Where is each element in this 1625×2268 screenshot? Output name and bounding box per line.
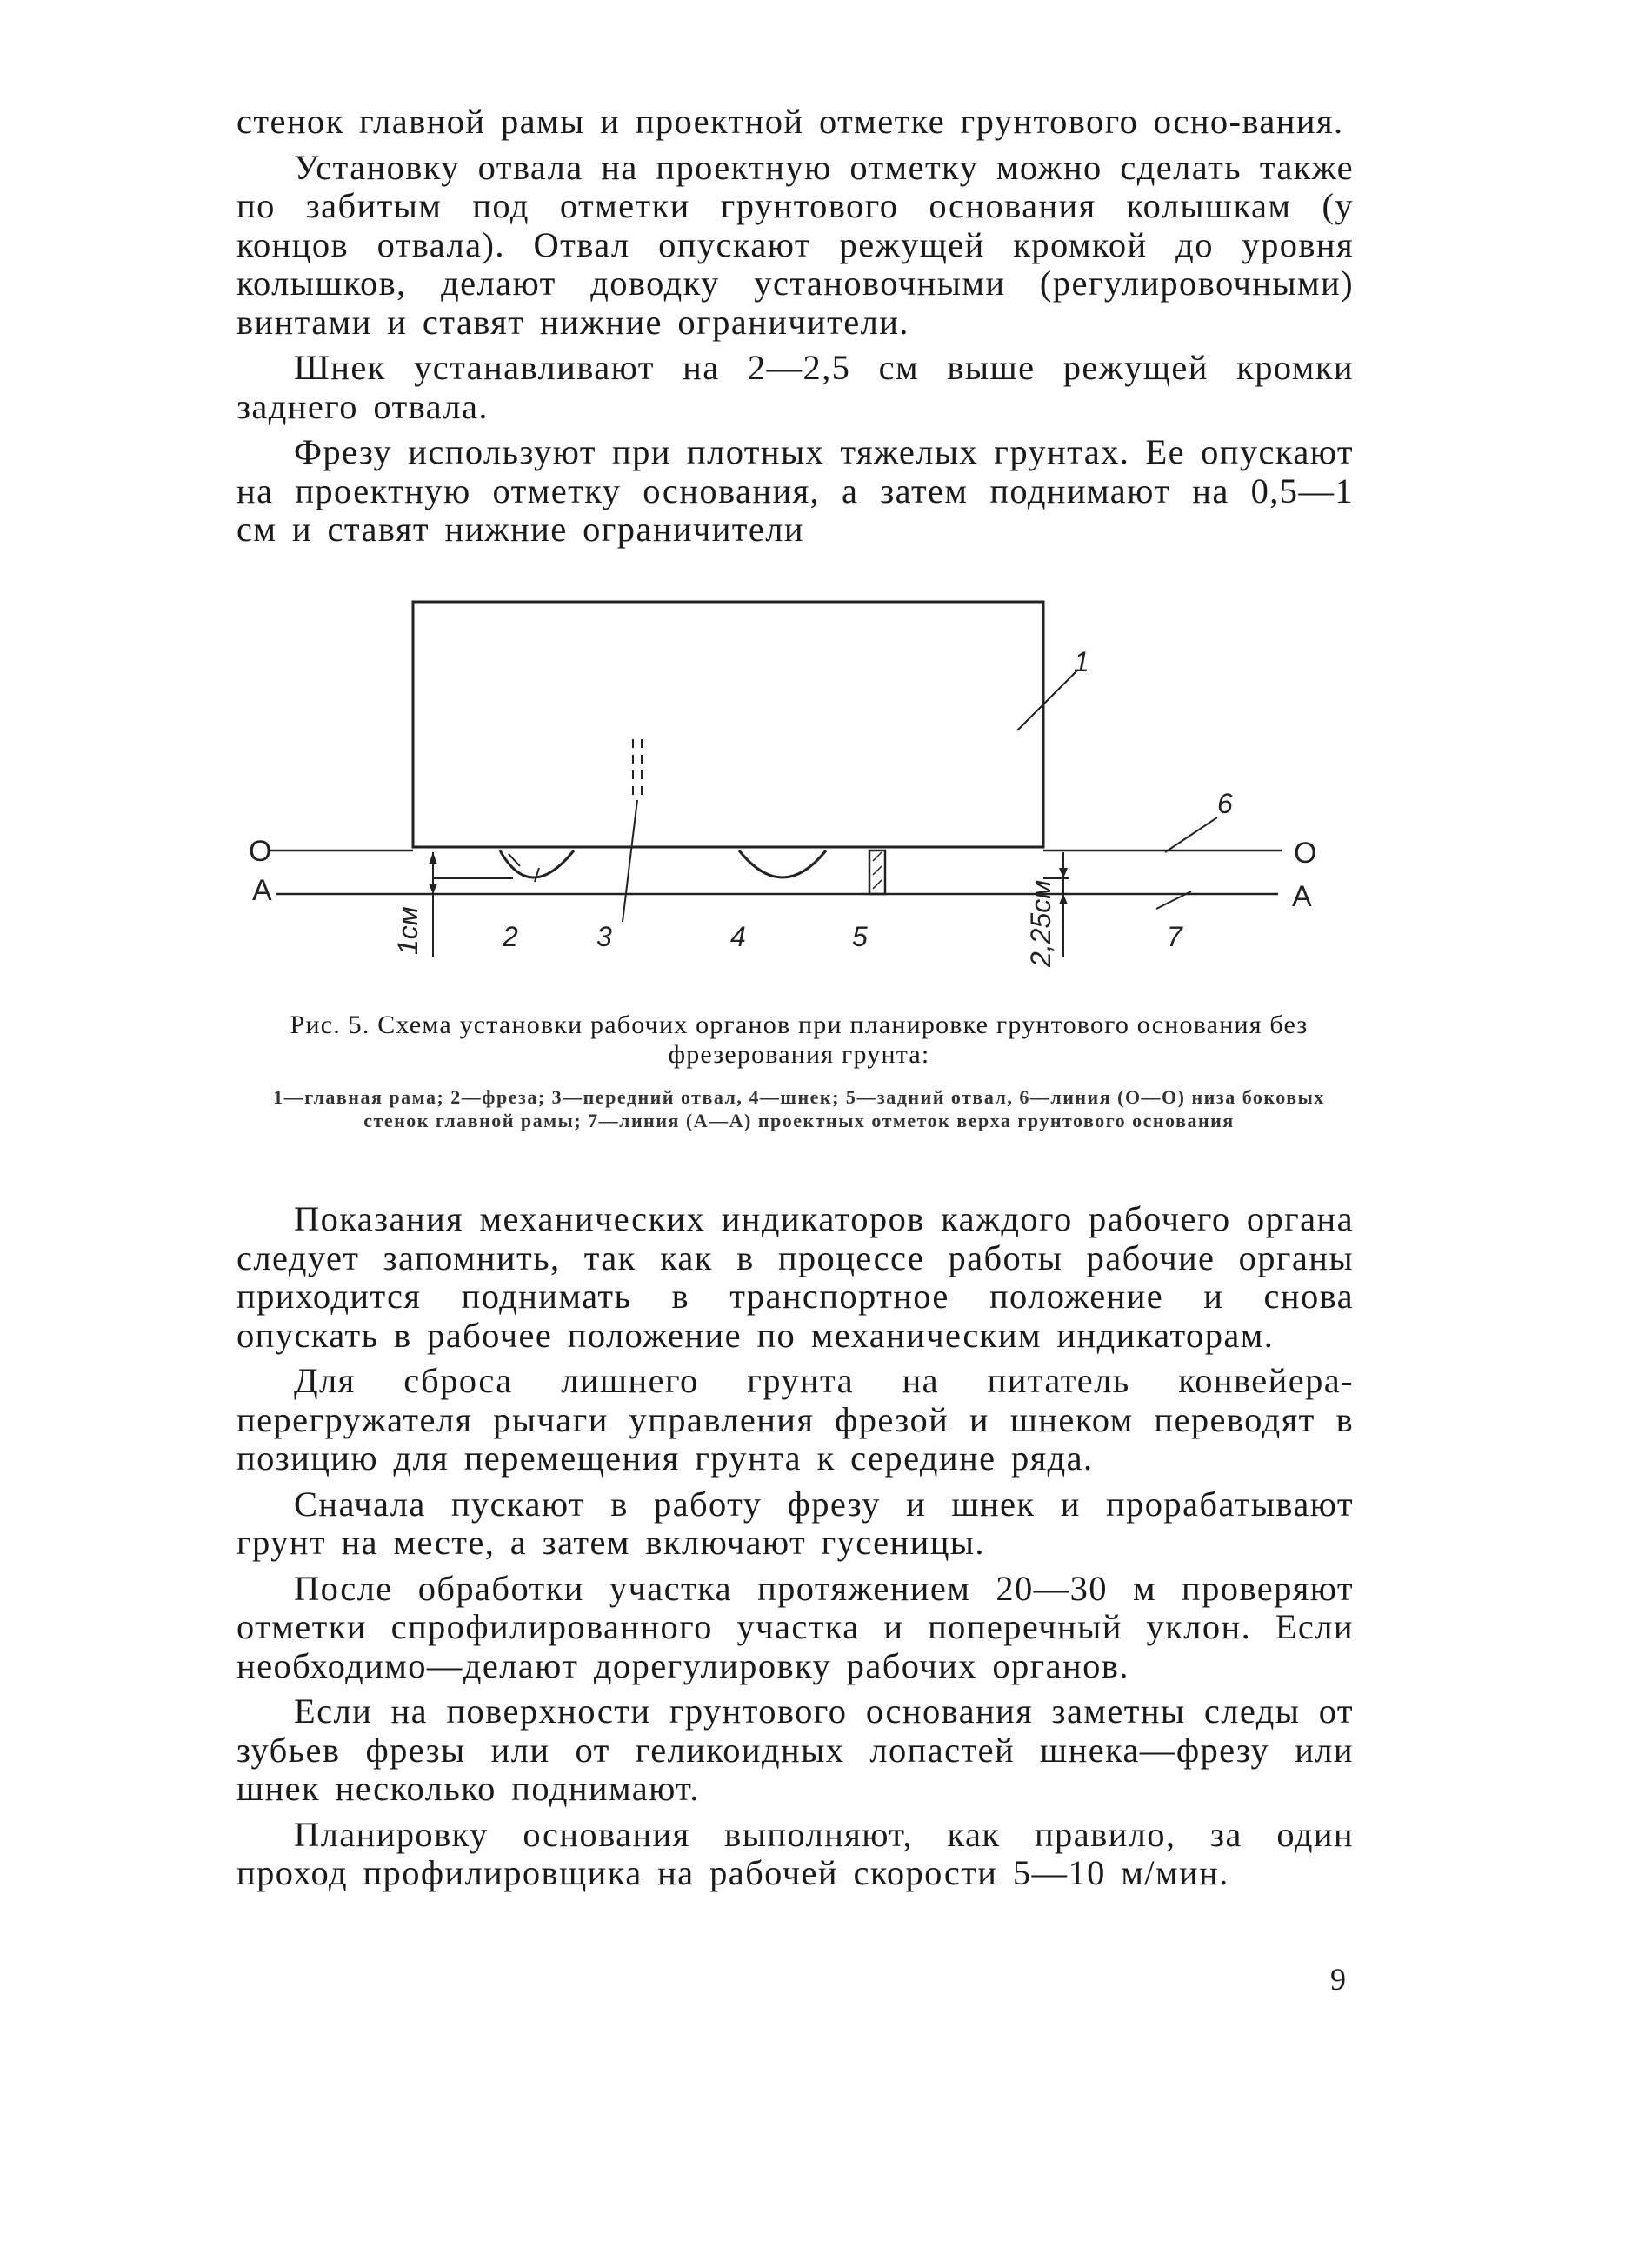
page-number: 9	[1330, 1962, 1347, 1997]
dimension-right-label: 2,25см	[1025, 879, 1056, 967]
label-7: 7	[1167, 921, 1182, 952]
paragraph-start-work: Сначала пускают в работу фрезу и шнек и прорабатывают грунт на месте, а затем включают гусеницы.	[236, 1484, 1354, 1562]
label-5: 5	[852, 921, 868, 952]
paragraph-surface-traces: Если на поверхности грунтового основания заметны следы от зубьев фрезы или от геликоидных лопастей шнека—фрезу или шнек несколько поднимают.	[236, 1691, 1354, 1808]
paragraph-check-section: После обработки участка протяжением 20—30 м проверяют отметки спрофилированного участка и поперечный уклон. Если необходимо—делают дорегулировку рабочих органов.	[236, 1568, 1354, 1685]
paragraph-blade-setup: Установку отвала на проектную отметку можно сделать также по забитым под отметки грунтового основания колышкам (у концов отвала). Отвал опускают режущей кромкой до уровня колышков, делают доводку установочными (регулировочными) винтами и ставят нижние ограничители.	[236, 147, 1354, 342]
figure-legend: 1—главная рама; 2—фреза; 3—передний отвал, 4—шнек; 5—задний отвал, 6—линия (О—О) низа боковых стенок главной рамы; 7—линия (А—А) проектных отметок верха грунтового основания	[273, 1086, 1325, 1131]
label-1: 1	[1074, 646, 1089, 677]
paragraph-indicators: Показания механических индикаторов каждого рабочего органа следует запомнить, так как в процессе работы рабочие органы приходится поднимать в транспортное положение и снова опускать в рабочее положение по механическим индикаторам.	[236, 1199, 1354, 1355]
label-6: 6	[1217, 788, 1233, 819]
auger-shape	[739, 850, 826, 877]
figure-caption: Рис. 5. Схема установки рабочих органов при планировке грунтового основания без фрезерования грунта:	[290, 1011, 1309, 1069]
paragraph-excess-soil: Для сброса лишнего грунта на питатель конвейера-перегружателя рычаги управления фрезой и шнеком переводят в позицию для перемещения грунта к середине ряда.	[236, 1361, 1354, 1478]
paragraph-continuation: стенок главной рамы и проектной отметке грунтового осно-вания.	[236, 102, 1344, 141]
top-text-block	[236, 103, 1354, 550]
paragraph-single-pass: Планировку основания выполняют, как правило, за один проход профилировщика на рабочей скорости 5—10 м/мин.	[236, 1814, 1354, 1892]
paragraph-cutter-setup: Фрезу используют при плотных тяжелых грунтах. Ее опускают на проектную отметку основания, а затем поднимают на 0,5—1 см и ставят нижние ограничители	[236, 432, 1354, 549]
bottom-text-block	[236, 1200, 1354, 1893]
label-o-right: О	[1294, 837, 1317, 870]
dimension-left-label: 1см	[392, 906, 423, 955]
label-4: 4	[730, 921, 746, 952]
label-3: 3	[596, 921, 612, 952]
main-frame	[413, 602, 1043, 847]
label-o-left: О	[249, 835, 272, 868]
label-a-right: А	[1292, 880, 1312, 913]
label-a-left: А	[252, 874, 272, 907]
label-2: 2	[503, 921, 518, 952]
paragraph-auger-setup: Шнек устанавливают на 2—2,5 см выше режущей кромки заднего отвала.	[236, 348, 1354, 426]
installation-scheme-figure	[243, 591, 1391, 974]
